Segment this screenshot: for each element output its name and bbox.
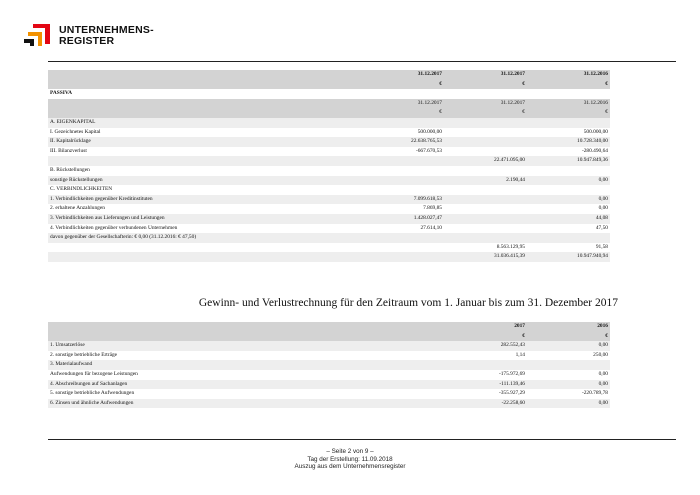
row-value: 22.638.765,53 — [365, 137, 444, 147]
row-value — [365, 243, 444, 253]
row-value — [444, 185, 527, 195]
row-value — [444, 166, 527, 176]
row-label: I. Gezeichnetes Kapital — [50, 128, 101, 135]
row-label: II. Kapitalrücklage — [48, 137, 365, 147]
row-value — [444, 118, 527, 128]
row-value — [527, 166, 610, 176]
row-value — [444, 360, 527, 370]
row-value — [444, 195, 527, 205]
row-value — [527, 118, 610, 128]
row-value — [444, 128, 527, 138]
row-value — [527, 185, 610, 195]
currency-label: € — [444, 80, 527, 90]
row-value: -220.789,78 — [581, 390, 608, 397]
column-header: 31.12.2017 — [444, 70, 527, 80]
guv-header-row — [48, 322, 610, 332]
row-value: -111.139,46 — [444, 380, 527, 390]
row-value — [444, 233, 527, 243]
table-row — [48, 224, 610, 234]
passiva-sub-currency-row — [48, 108, 610, 118]
footer-rule — [48, 439, 676, 440]
currency-label: € — [527, 332, 610, 342]
row-value — [444, 137, 527, 147]
row-value: 91,58 — [595, 243, 608, 250]
row-label: A. EIGENKAPITAL — [48, 118, 365, 128]
row-label: 4. Verbindlichkeiten gegenüber verbundenen Unternehmen — [50, 224, 178, 231]
logo-line-2: REGISTER — [59, 35, 115, 47]
row-value: -22.258,60 — [444, 399, 527, 409]
table-row — [48, 137, 610, 147]
column-header: 2017 — [444, 322, 527, 332]
row-value: 27.614,10 — [420, 224, 442, 231]
passiva-top-header-row — [48, 70, 610, 80]
table-row — [48, 380, 610, 390]
row-label — [48, 243, 365, 253]
guv-title: Gewinn- und Verlustrechnung für den Zeitraum vom 1. Januar bis zum 31. Dezember 2017 — [198, 297, 618, 309]
table-row — [48, 185, 610, 195]
row-value: -667.670,53 — [415, 147, 442, 154]
row-value: 1,14 — [515, 351, 525, 358]
row-value: 500.000,00 — [583, 128, 608, 135]
table-row — [48, 360, 610, 370]
guv-currency-row — [48, 332, 610, 342]
unternehmensregister-logo — [24, 24, 184, 50]
register-extract-note: Auszug aus dem Unternehmensregister — [294, 463, 406, 471]
row-value: 47,50 — [595, 224, 608, 231]
row-value: 500.000,00 — [417, 128, 442, 135]
row-value — [365, 156, 444, 166]
logo-mark-icon — [24, 24, 50, 46]
table-row — [48, 204, 610, 214]
table-row — [48, 370, 610, 380]
row-value: 10.947.849,36 — [527, 156, 610, 166]
passiva-top-currency-row — [48, 80, 610, 90]
table-row — [48, 341, 610, 351]
row-value: -175.972,69 — [498, 370, 525, 377]
column-header: 31.12.2016 — [527, 70, 610, 80]
row-value: 10.947.940,94 — [527, 252, 610, 262]
row-label: 3. Verbindlichkeiten aus Lieferungen und Leistungen — [48, 214, 365, 224]
row-label: C. VERBINDLICHKEITEN — [50, 186, 113, 193]
currency-label: € — [527, 80, 610, 90]
row-value: 2.190,44 — [444, 176, 527, 186]
column-header: 31.12.2017 — [365, 99, 444, 109]
table-row — [48, 128, 610, 138]
table-row — [48, 147, 610, 157]
row-value — [527, 360, 610, 370]
row-value — [444, 204, 527, 214]
header-rule — [48, 61, 676, 62]
currency-label: € — [444, 108, 527, 118]
row-label: 2. erhaltene Anzahlungen — [50, 205, 105, 212]
row-value — [444, 147, 527, 157]
logo-line-1: UNTERNEHMENS- — [59, 24, 154, 36]
currency-label: € — [444, 332, 527, 342]
row-value — [527, 233, 610, 243]
column-header: 31.12.2016 — [527, 99, 610, 109]
table-row — [48, 214, 610, 224]
currency-label: € — [527, 108, 610, 118]
row-value — [444, 224, 527, 234]
row-value: 0,00 — [527, 341, 610, 351]
row-label: Aufwendungen für bezogene Leistungen — [50, 370, 138, 377]
row-value: 22.471.095,00 — [444, 156, 527, 166]
table-row — [48, 195, 610, 205]
table-row — [48, 176, 610, 186]
column-header: 31.12.2017 — [365, 70, 444, 80]
table-row — [48, 399, 610, 409]
row-label: 1. Verbindlichkeiten gegenüber Kreditinstituten — [48, 195, 365, 205]
row-value — [365, 166, 444, 176]
row-label: III. Bilanzverlust — [50, 147, 87, 154]
row-value — [365, 185, 444, 195]
section-label: PASSIVA — [50, 90, 72, 97]
currency-label: € — [365, 80, 444, 90]
row-value: 1.428.027,47 — [365, 214, 444, 224]
passiva-table — [48, 70, 610, 262]
column-header: 31.12.2017 — [444, 99, 527, 109]
table-row — [48, 389, 610, 399]
row-value: 44,08 — [527, 214, 610, 224]
row-value: 31.036.415,39 — [444, 252, 527, 262]
page-footer — [0, 448, 700, 471]
passiva-sub-header-row — [48, 99, 610, 109]
row-label — [48, 156, 365, 166]
row-value: 0,00 — [527, 399, 610, 409]
page-number: – Seite 2 von 9 – — [326, 448, 374, 455]
row-value — [365, 252, 444, 262]
row-value: -355.927,29 — [498, 390, 525, 397]
row-label: 5. sonstige betriebliche Aufwendungen — [50, 390, 135, 397]
row-label: 1. Umsatzerlöse — [48, 341, 444, 351]
logo-text — [59, 25, 154, 47]
table-row — [48, 156, 610, 166]
row-label — [48, 252, 365, 262]
row-value: 250,00 — [593, 351, 608, 358]
row-value: 0,00 — [598, 205, 608, 212]
row-value — [365, 176, 444, 186]
row-value — [365, 233, 444, 243]
table-row — [48, 118, 610, 128]
row-label: sonstige Rückstellungen — [48, 176, 365, 186]
row-label: 3. Materialaufwand — [48, 360, 444, 370]
row-value: 0,00 — [527, 380, 610, 390]
row-value: 0,00 — [527, 195, 610, 205]
row-label: B. Rückstellungen — [50, 166, 90, 173]
row-label: davon gegenüber der Gesellschafterin: € 0,00 (31.12.2016: € 47,50) — [48, 233, 365, 243]
table-row — [48, 351, 610, 361]
column-header: 2016 — [527, 322, 610, 332]
row-value: 8.563.129,95 — [496, 243, 525, 250]
row-label: 6. Zinsen und ähnliche Aufwendungen — [48, 399, 444, 409]
row-value: 7.099.618,53 — [365, 195, 444, 205]
table-row — [48, 233, 610, 243]
row-value: -280.490,64 — [581, 147, 608, 154]
row-value: 282.552,43 — [444, 341, 527, 351]
row-value — [365, 118, 444, 128]
creation-date: Tag der Erstellung: 11.09.2018 — [307, 455, 393, 463]
row-value: 10.728.340,00 — [527, 137, 610, 147]
table-row — [48, 252, 610, 262]
row-label: 4. Abschreibungen auf Sachanlagen — [48, 380, 444, 390]
row-value: 7.869,85 — [423, 205, 442, 212]
currency-label: € — [365, 108, 444, 118]
guv-table — [48, 322, 610, 408]
table-row — [48, 166, 610, 176]
passiva-section-row — [48, 89, 610, 99]
row-value: 0,00 — [527, 176, 610, 186]
row-value — [444, 214, 527, 224]
table-row — [48, 243, 610, 253]
row-value: 0,00 — [598, 370, 608, 377]
row-label: 2. sonstige betriebliche Erträge — [50, 351, 118, 358]
